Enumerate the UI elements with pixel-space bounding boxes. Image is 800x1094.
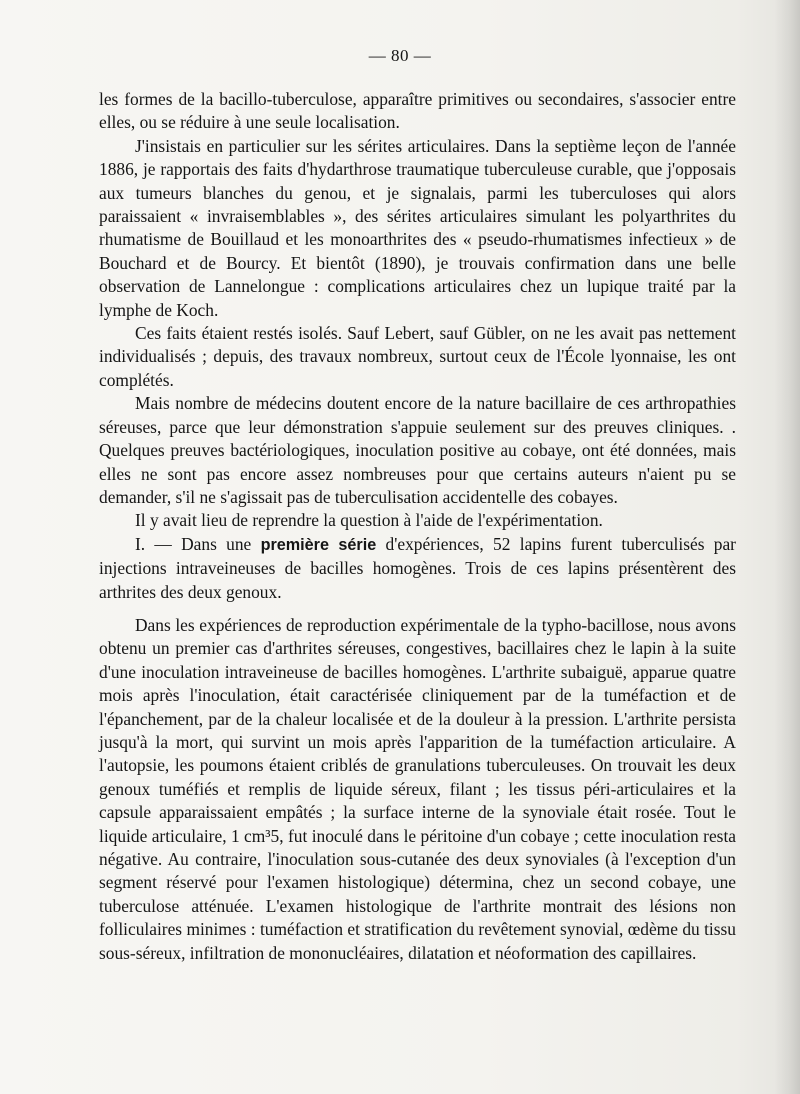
- body-text: [99, 88, 736, 965]
- page-edge-shadow: [774, 0, 800, 1094]
- paragraph: J'insistais en particulier sur les sérites articulaires. Dans la septième leçon de l'année 1886, je rapportais des faits d'hydarthrose traumatique tuberculeuse curable, que j'opposais aux tumeurs blanches du genou, et je signalais, parmi les tuberculoses qui alors paraissaient « invraisemblables », des sérites articulaires simulant les polyarthrites du rhumatisme de Bouillaud et les monoarthrites des « pseudo-rhumatismes infectieux » de Bouchard et de Bourcy. Et bientôt (1890), je trouvais confirmation dans une belle observation de Lannelongue : complications articulaires chez un lupique traité par la lymphe de Koch.: [99, 135, 736, 320]
- paragraph: Ces faits étaient restés isolés. Sauf Lebert, sauf Gübler, on ne les avait pas nettement individualisés ; depuis, des travaux nombreux, surtout ceux de l'École lyonnaise, les ont complétés.: [99, 323, 736, 390]
- paragraph-lead: I. — Dans une: [135, 533, 261, 554]
- series-heading: première série: [260, 535, 377, 554]
- paragraph-text: d'expériences, 52 lapins furent tuberculisés par injections intraveineuses de bacilles homogènes. Trois de ces lapins présentèrent des arthrites des deux genoux.: [99, 533, 736, 602]
- paragraph: [99, 533, 736, 604]
- paragraph: les formes de la bacillo-tuberculose, apparaître primitives ou secondaires, s'associer entre elles, ou se réduire à une seule localisation.: [99, 89, 736, 133]
- paragraph: Il y avait lieu de reprendre la question à l'aide de l'expérimentation.: [135, 510, 603, 531]
- paragraph: Dans les expériences de reproduction expérimentale de la typho-bacillose, nous avons obtenu un premier cas d'arthrites séreuses, congestives, bacillaires chez le lapin à la suite d'une inoculation intraveineuse de bacilles homogènes. L'arthrite subaiguë, apparue quatre mois après l'inoculation, était caractérisée cliniquement par de la tuméfaction et de l'épanchement, par de la chaleur localisée et de la douleur à la pression. L'arthrite persista jusqu'à la mort, qui survint un mois après l'apparition de la tuméfaction articulaire. A l'autopsie, les poumons étaient criblés de granulations tuberculeuses. On trouvait les deux genoux tuméfiés et remplis de liquide séreux, filant ; les tissus péri-articulaires et la capsule apparaissaient empâtés ; la surface interne de la synoviale était rosée. Tout le liquide articulaire, 1 cm³5, fut inoculé dans le péritoine d'un cobaye ; cette inoculation resta négative. Au contraire, l'inoculation sous-cutanée des deux synoviales (à l'exception d'un segment réservé pour l'examen histologique) détermina, chez un second cobaye, une tuberculose atténuée. L'examen histologique de l'arthrite montrait des lésions non folliculaires minimes : tuméfaction et stratification du revêtement synovial, œdème du tissu sous-séreux, infiltration de mononucléaires, dilatation et néoformation des capillaires.: [99, 614, 736, 963]
- page-number: — 80 —: [368, 46, 432, 65]
- paragraph: Mais nombre de médecins doutent encore de la nature bacillaire de ces arthropathies séreuses, parce que leur démonstration s'appuie seulement sur des preuves cliniques. . Quelques preuves bactériologiques, inoculation positive au cobaye, ont été données, mais elles ne sont pas encore assez nombreuses pour que certains auteurs n'aient pu se demander, s'il ne s'agissait pas de tuberculisation accidentelle des cobayes.: [99, 393, 736, 507]
